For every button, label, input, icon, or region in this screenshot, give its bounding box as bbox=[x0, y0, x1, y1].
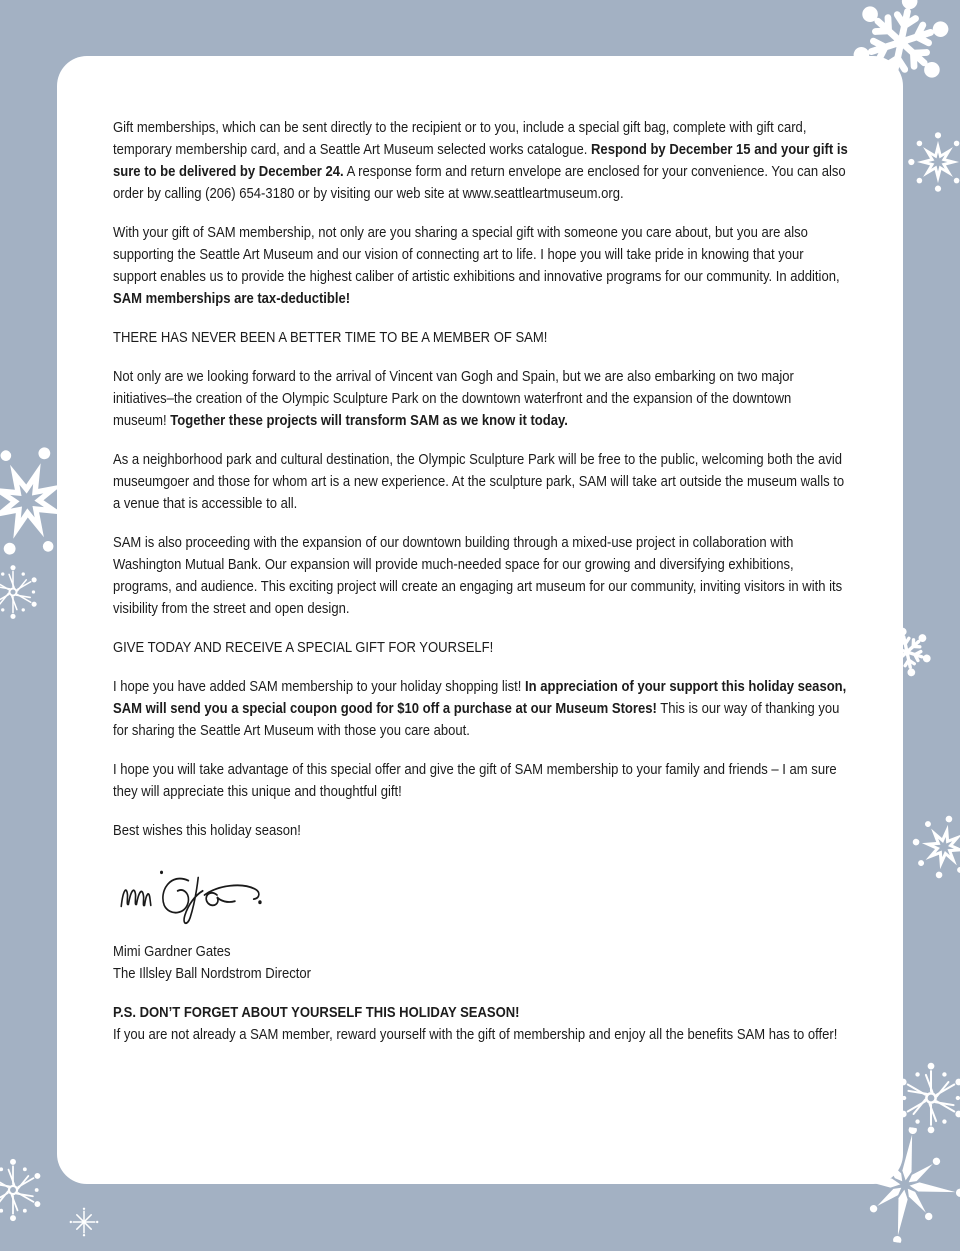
signature-icon bbox=[113, 859, 287, 931]
paragraph-bold-text: In appreciation of your support this holiday season, SAM will send you a special coupon good for $10 off a purchase at our Museum Stores! bbox=[113, 678, 847, 717]
paragraph-text: I hope you have added SAM membership to your holiday shopping list! bbox=[113, 678, 526, 695]
paragraph-bold-text: Together these projects will transform SAM as we know it today. bbox=[170, 412, 568, 429]
snowflake-icon bbox=[906, 809, 960, 885]
paragraph-gift-memberships bbox=[113, 117, 848, 205]
paragraph-text: Not only are we looking forward to the arrival of Vincent van Gogh and Spain, but we are also embarking on two major initiatives–the creation of the Olympic Sculpture Park on the downtown waterfront and the expansion of the downtown museum! bbox=[113, 368, 794, 429]
postscript-block bbox=[113, 1002, 848, 1046]
snowflake-icon bbox=[907, 131, 960, 193]
paragraph-special-offer: I hope you will take advantage of this special offer and give the gift of SAM membership to your family and friends – I am sure they will appreciate this unique and thoughtful gift! bbox=[113, 761, 837, 800]
signature-block bbox=[113, 859, 848, 931]
signer-identity bbox=[113, 941, 848, 985]
letter-card bbox=[57, 56, 903, 1184]
paragraph-text: Gift memberships, which can be sent directly to the recipient or to you, include a special gift bag, complete with gift card, temporary membership card, and a Seattle Art Museum selected works catalogue. bbox=[113, 119, 807, 158]
paragraph-text: With your gift of SAM membership, not only are you sharing a special gift with someone you care about, but you are also supporting the Seattle Art Museum and our vision of connecting art to life. I hope you will take pride in knowing that your support enables us to provide the highest caliber of artistic exhibitions and innovative programs for our community. In addition, bbox=[113, 224, 840, 285]
snowflake-icon bbox=[69, 1207, 99, 1237]
paragraph-initiatives bbox=[113, 366, 848, 432]
paragraph-bold-text: Respond by December 15 and your gift is sure to be delivered by December 24. bbox=[113, 141, 848, 180]
letter-body bbox=[113, 117, 848, 1046]
snowflake-icon bbox=[0, 560, 45, 624]
snowflake-icon bbox=[0, 1153, 50, 1227]
paragraph-holiday-shopping bbox=[113, 676, 848, 742]
signer-title: The Illsley Ball Nordstrom Director bbox=[113, 965, 311, 982]
postscript-body: If you are not already a SAM member, reward yourself with the gift of membership and enjoy all the benefits SAM has to offer! bbox=[113, 1026, 838, 1043]
signer-name: Mimi Gardner Gates bbox=[113, 943, 231, 960]
postscript-heading: P.S. DON’T FORGET ABOUT YOURSELF THIS HOLIDAY SEASON! bbox=[113, 1004, 520, 1021]
heading-never-better-time: THERE HAS NEVER BEEN A BETTER TIME TO BE A MEMBER OF SAM! bbox=[113, 329, 548, 346]
paragraph-expansion: SAM is also proceeding with the expansion of our downtown building through a mixed-use project in collaboration with Washington Mutual Bank. Our expansion will provide much-needed space for our growing and diversifying exhibitions, programs, and audience. This exciting project will create an engaging art museum for our community, inviting visitors in with its visibility from the street and open design. bbox=[113, 534, 843, 617]
paragraph-sculpture-park: As a neighborhood park and cultural destination, the Olympic Sculpture Park will be free to the public, welcoming both the avid museumgoer and those for whom art is a new experience. At the sculpture park, SAM will take art outside the museum walls to a venue that is accessible to all. bbox=[113, 451, 845, 512]
paragraph-text: This is our way of thanking you for sharing the Seattle Art Museum with those you care about. bbox=[113, 700, 840, 739]
paragraph-bold-text: SAM memberships are tax-deductible! bbox=[113, 290, 351, 307]
closing-line: Best wishes this holiday season! bbox=[113, 822, 301, 839]
heading-give-today: GIVE TODAY AND RECEIVE A SPECIAL GIFT FOR YOURSELF! bbox=[113, 639, 494, 656]
paragraph-sam-membership bbox=[113, 222, 848, 310]
paragraph-text: A response form and return envelope are enclosed for your convenience. You can also order by calling (206) 654-3180 or by visiting our web site at www.seattleartmuseum.org. bbox=[113, 163, 846, 202]
